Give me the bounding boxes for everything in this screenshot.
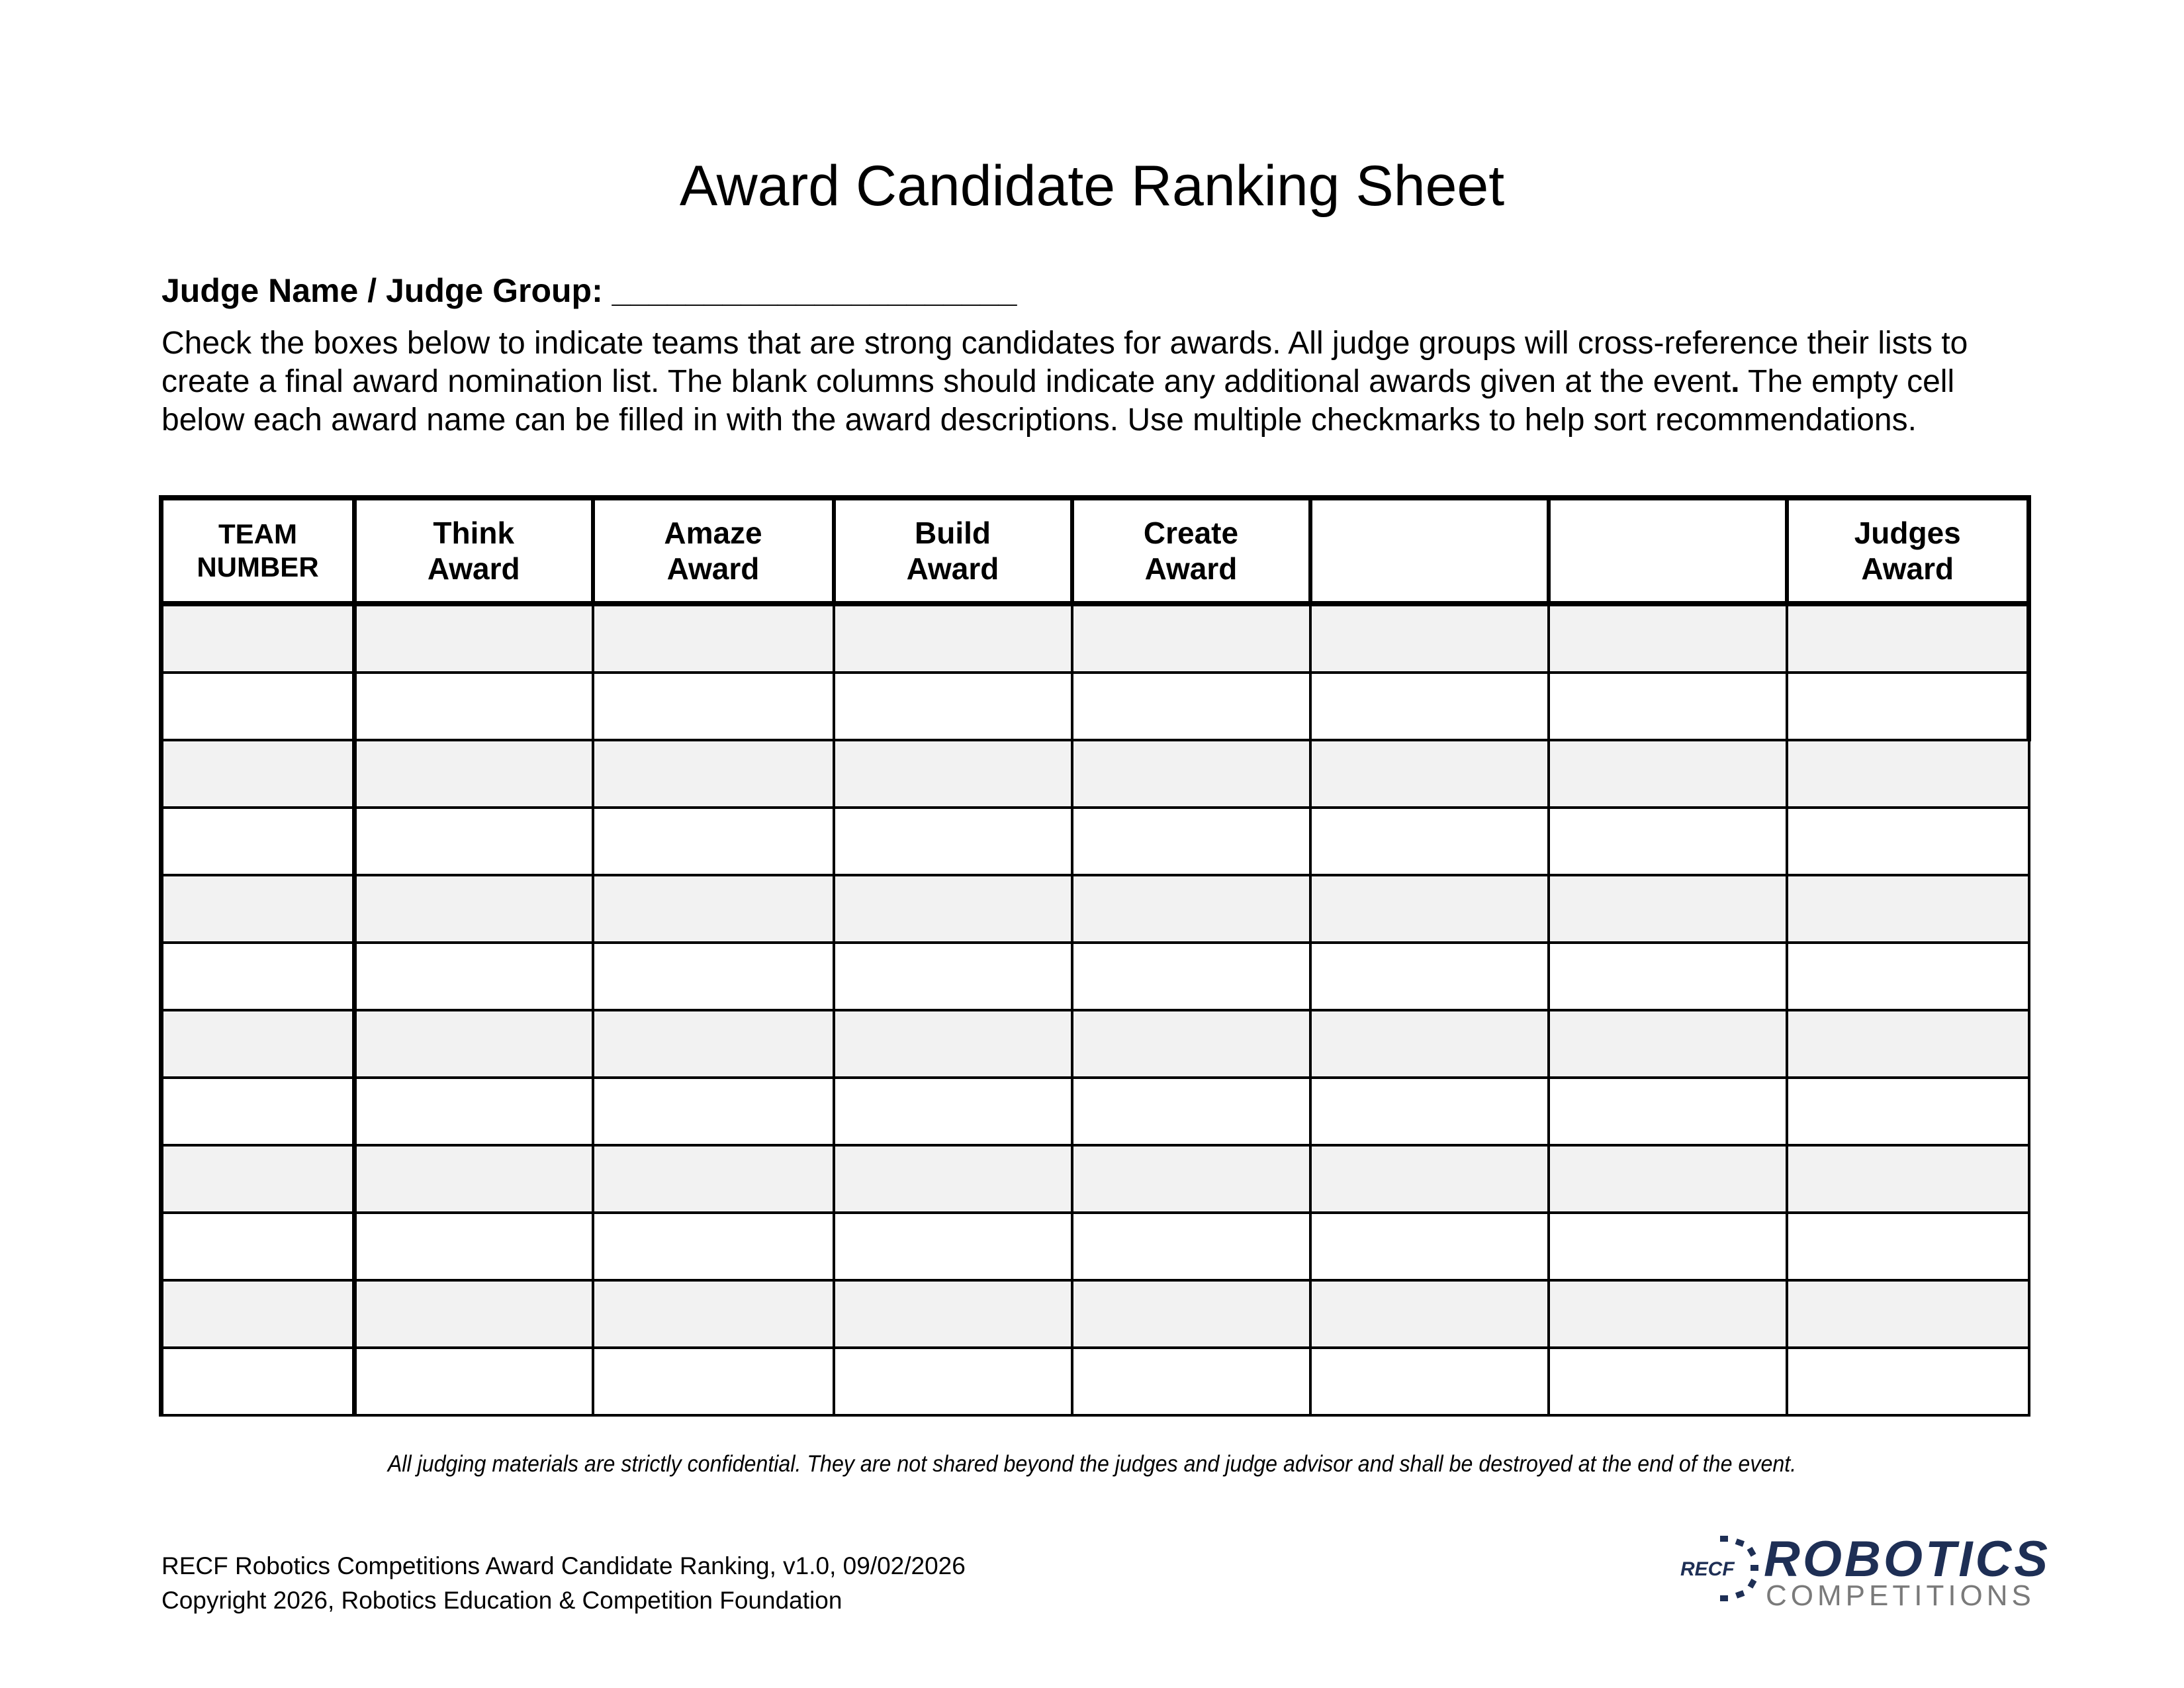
footer-copyright-line: Copyright 2026, Robotics Education & Competition Foundation <box>161 1587 842 1614</box>
instructions-text-1: Check the boxes below to indicate teams that are strong candidates for awards. All judge groups will cross-reference their lists to create a final award nomination list. The blank columns should indicate any additional awards given at the event <box>161 326 1968 399</box>
award-checkbox-cell[interactable] <box>355 943 593 1010</box>
award-checkbox-cell[interactable] <box>834 740 1072 808</box>
table-row <box>161 1280 2029 1348</box>
recf-gear-icon <box>1678 1534 1764 1607</box>
award-checkbox-cell[interactable] <box>593 740 834 808</box>
award-checkbox-cell[interactable] <box>355 1010 593 1078</box>
award-checkbox-cell[interactable] <box>355 1213 593 1280</box>
column-header-blank-1[interactable] <box>1310 498 1549 604</box>
award-checkbox-cell[interactable] <box>593 808 834 875</box>
award-checkbox-cell[interactable] <box>834 875 1072 943</box>
award-checkbox-cell[interactable] <box>1549 1010 1787 1078</box>
award-checkbox-cell[interactable] <box>355 673 593 740</box>
award-checkbox-cell[interactable] <box>593 875 834 943</box>
team-number-cell[interactable] <box>161 1010 355 1078</box>
award-checkbox-cell[interactable] <box>593 604 834 673</box>
confidential-note: All judging materials are strictly confidential. They are not shared beyond the judges and judge advisor and shall be destroyed at the end of the event. <box>387 1451 1797 1477</box>
award-checkbox-cell[interactable] <box>593 1078 834 1145</box>
award-checkbox-cell[interactable] <box>593 1010 834 1078</box>
header-row <box>161 498 2029 604</box>
award-checkbox-cell[interactable] <box>1310 808 1549 875</box>
award-checkbox-cell[interactable] <box>593 673 834 740</box>
award-checkbox-cell[interactable] <box>1549 740 1787 808</box>
award-checkbox-cell[interactable] <box>1787 604 2029 673</box>
award-checkbox-cell[interactable] <box>1787 808 2029 875</box>
award-checkbox-cell[interactable] <box>1787 1348 2029 1415</box>
award-checkbox-cell[interactable] <box>1787 1145 2029 1213</box>
team-number-cell[interactable] <box>161 808 355 875</box>
award-checkbox-cell[interactable] <box>1310 943 1549 1010</box>
instructions-bold-period: . <box>1731 364 1740 399</box>
judge-name-blank: ______________________ <box>612 272 1017 309</box>
award-checkbox-cell[interactable] <box>593 1145 834 1213</box>
award-checkbox-cell[interactable] <box>1072 1348 1310 1415</box>
award-checkbox-cell[interactable] <box>1787 1078 2029 1145</box>
team-number-cell[interactable] <box>161 875 355 943</box>
award-checkbox-cell[interactable] <box>1549 673 1787 740</box>
award-checkbox-cell[interactable] <box>1310 740 1549 808</box>
award-checkbox-cell[interactable] <box>593 1348 834 1415</box>
team-number-cell[interactable] <box>161 604 355 673</box>
award-checkbox-cell[interactable] <box>834 1145 1072 1213</box>
team-number-cell[interactable] <box>161 740 355 808</box>
ranking-table <box>159 495 2031 1417</box>
award-checkbox-cell[interactable] <box>1072 808 1310 875</box>
column-header-blank-2[interactable] <box>1549 498 1787 604</box>
award-checkbox-cell[interactable] <box>1549 808 1787 875</box>
column-header-think-award: Think Award <box>355 498 593 604</box>
column-header-amaze-award: Amaze Award <box>593 498 834 604</box>
award-checkbox-cell[interactable] <box>1549 604 1787 673</box>
award-checkbox-cell[interactable] <box>1310 1348 1549 1415</box>
team-number-cell[interactable] <box>161 1145 355 1213</box>
award-checkbox-cell[interactable] <box>1072 1280 1310 1348</box>
award-checkbox-cell[interactable] <box>355 604 593 673</box>
table-body <box>161 604 2029 1415</box>
award-checkbox-cell[interactable] <box>593 1280 834 1348</box>
award-checkbox-cell[interactable] <box>355 875 593 943</box>
award-checkbox-cell[interactable] <box>834 1213 1072 1280</box>
logo-word-robotics: ROBOTICS <box>1764 1531 2051 1587</box>
table-row <box>161 1010 2029 1078</box>
award-checkbox-cell[interactable] <box>1072 1010 1310 1078</box>
award-checkbox-cell[interactable] <box>1549 1213 1787 1280</box>
award-checkbox-cell[interactable] <box>834 808 1072 875</box>
award-checkbox-cell[interactable] <box>1072 1213 1310 1280</box>
table-row <box>161 604 2029 673</box>
award-checkbox-cell[interactable] <box>1310 1213 1549 1280</box>
instructions-text-2: The empty cell below each award name can be filled in with the award descriptions. Use multiple checkmarks to help sort recommendations. <box>161 364 1955 438</box>
award-checkbox-cell[interactable] <box>593 1213 834 1280</box>
table-row <box>161 1348 2029 1415</box>
team-number-cell[interactable] <box>161 1280 355 1348</box>
award-checkbox-cell[interactable] <box>1787 1213 2029 1280</box>
award-checkbox-cell[interactable] <box>834 943 1072 1010</box>
award-checkbox-cell[interactable] <box>1072 673 1310 740</box>
award-checkbox-cell[interactable] <box>1787 1010 2029 1078</box>
award-checkbox-cell[interactable] <box>1787 1280 2029 1348</box>
award-checkbox-cell[interactable] <box>355 1078 593 1145</box>
award-checkbox-cell[interactable] <box>1072 604 1310 673</box>
award-checkbox-cell[interactable] <box>1310 673 1549 740</box>
award-checkbox-cell[interactable] <box>1549 1145 1787 1213</box>
team-number-cell[interactable] <box>161 1348 355 1415</box>
award-checkbox-cell[interactable] <box>1072 1145 1310 1213</box>
award-checkbox-cell[interactable] <box>1787 943 2029 1010</box>
table-row <box>161 740 2029 808</box>
award-checkbox-cell[interactable] <box>1310 875 1549 943</box>
column-header-build-award: Build Award <box>834 498 1072 604</box>
table-row <box>161 1145 2029 1213</box>
award-checkbox-cell[interactable] <box>355 1145 593 1213</box>
judge-name-field[interactable] <box>161 271 1017 310</box>
award-checkbox-cell[interactable] <box>1072 740 1310 808</box>
column-header-team-number: TEAM NUMBER <box>161 498 355 604</box>
award-checkbox-cell[interactable] <box>355 808 593 875</box>
award-checkbox-cell[interactable] <box>1072 875 1310 943</box>
award-checkbox-cell[interactable] <box>1549 943 1787 1010</box>
team-number-cell[interactable] <box>161 943 355 1010</box>
award-checkbox-cell[interactable] <box>834 673 1072 740</box>
award-checkbox-cell[interactable] <box>1310 604 1549 673</box>
award-checkbox-cell[interactable] <box>1310 1280 1549 1348</box>
award-checkbox-cell[interactable] <box>1310 1078 1549 1145</box>
award-checkbox-cell[interactable] <box>834 1348 1072 1415</box>
award-checkbox-cell[interactable] <box>834 604 1072 673</box>
award-checkbox-cell[interactable] <box>1310 1145 1549 1213</box>
award-checkbox-cell[interactable] <box>1549 1348 1787 1415</box>
table-row <box>161 808 2029 875</box>
award-checkbox-cell[interactable] <box>834 1010 1072 1078</box>
award-checkbox-cell[interactable] <box>1787 740 2029 808</box>
team-number-cell[interactable] <box>161 1213 355 1280</box>
table-row <box>161 673 2029 740</box>
award-checkbox-cell[interactable] <box>593 943 834 1010</box>
award-checkbox-cell[interactable] <box>1787 673 2029 740</box>
robotics-competitions-logo <box>1678 1531 2051 1612</box>
award-checkbox-cell[interactable] <box>355 740 593 808</box>
award-checkbox-cell[interactable] <box>1072 1078 1310 1145</box>
award-checkbox-cell[interactable] <box>834 1280 1072 1348</box>
footer-version-line: RECF Robotics Competitions Award Candidate Ranking, v1.0, 09/02/2026 <box>161 1552 966 1579</box>
award-checkbox-cell[interactable] <box>834 1078 1072 1145</box>
team-number-cell[interactable] <box>161 1078 355 1145</box>
award-checkbox-cell[interactable] <box>1310 1010 1549 1078</box>
award-checkbox-cell[interactable] <box>355 1280 593 1348</box>
award-checkbox-cell[interactable] <box>355 1348 593 1415</box>
page-title: Award Candidate Ranking Sheet <box>679 154 1505 218</box>
footer <box>161 1549 966 1618</box>
table-row <box>161 875 2029 943</box>
column-header-create-award: Create Award <box>1072 498 1310 604</box>
table-row <box>161 943 2029 1010</box>
column-header-judges-award: Judges Award <box>1787 498 2029 604</box>
award-checkbox-cell[interactable] <box>1549 1280 1787 1348</box>
award-checkbox-cell[interactable] <box>1549 1078 1787 1145</box>
table-row <box>161 1078 2029 1145</box>
team-number-cell[interactable] <box>161 673 355 740</box>
logo-word-competitions: COMPETITIONS <box>1766 1579 2035 1612</box>
award-checkbox-cell[interactable] <box>1549 875 1787 943</box>
instructions-paragraph <box>161 324 2041 440</box>
table-row <box>161 1213 2029 1280</box>
award-checkbox-cell[interactable] <box>1072 943 1310 1010</box>
award-checkbox-cell[interactable] <box>1787 875 2029 943</box>
recf-badge-text: RECF <box>1680 1558 1735 1580</box>
judge-name-label: Judge Name / Judge Group: <box>161 272 603 309</box>
